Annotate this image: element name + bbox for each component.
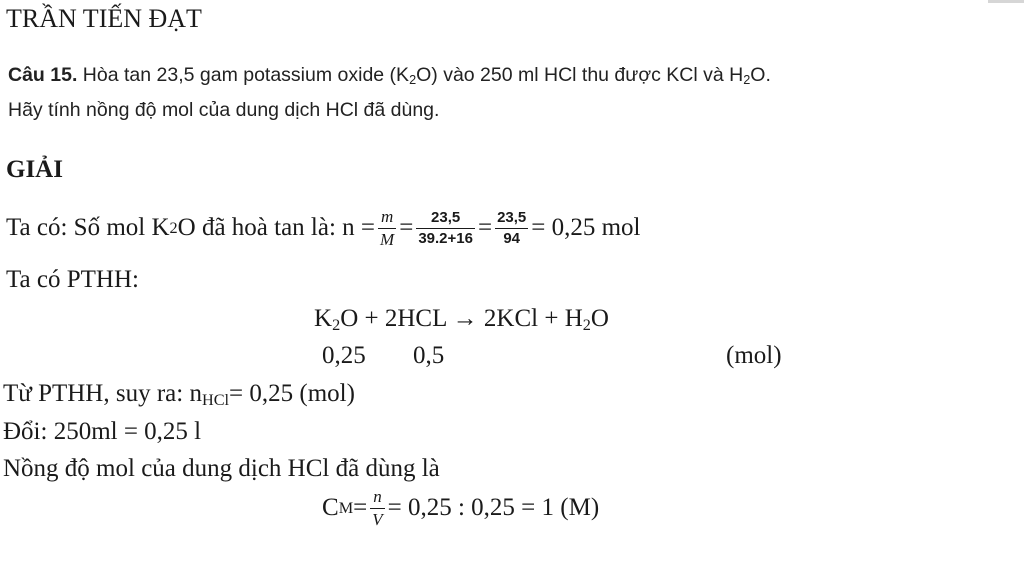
question-line-2: Hãy tính nồng độ mol của dung dịch HCl đã dùng. — [8, 99, 440, 121]
eq-k: K — [314, 305, 333, 332]
fraction-den: 39.2+16 — [418, 229, 473, 247]
step-concentration-intro: Nồng độ mol của dung dịch HCl đã dùng là — [3, 455, 440, 482]
question-text-c: O. — [750, 64, 771, 86]
fraction-num: n — [373, 487, 382, 506]
step3-sub: HCl — [201, 391, 230, 410]
eq-reactants: O + 2HCL — [340, 305, 447, 332]
eq-products-b: O — [590, 305, 609, 332]
fraction-den: 94 — [503, 229, 520, 247]
question-text-b: O) vào 250 ml HCl thu được KCl và H — [416, 64, 744, 86]
fraction-bar — [370, 508, 384, 509]
fraction-num: 23,5 — [497, 209, 527, 227]
mol-unit: (mol) — [726, 342, 782, 369]
question-sub-k2: 2 — [409, 73, 417, 88]
step-equation-intro: Ta có PTHH: — [6, 266, 139, 293]
step1-mid: O đã hoà tan là: n = — [177, 214, 376, 242]
eq-sub-1: 2 — [332, 316, 341, 335]
step3-suffix: = 0,25 (mol) — [229, 380, 355, 407]
fraction-n-over-V — [370, 488, 384, 529]
question-text-a: Hòa tan 23,5 gam potassium oxide (K — [82, 64, 410, 86]
final-result: = 0,25 : 0,25 = 1 (M) — [387, 494, 600, 522]
fraction-bar — [416, 228, 475, 229]
step-hcl-moles — [3, 380, 355, 410]
fraction-num: m — [380, 207, 394, 226]
mol-hcl: 0,5 — [413, 342, 445, 369]
eq-sub-2: 2 — [582, 316, 591, 335]
question-line-1 — [8, 64, 771, 87]
step3-prefix: Từ PTHH, suy ra: n — [3, 380, 202, 407]
step1-sub: 2 — [169, 218, 178, 237]
final-sub: M — [338, 498, 354, 517]
solution-heading: GIẢI — [6, 156, 63, 183]
question-sub-h2: 2 — [743, 73, 751, 88]
fraction-den: V — [372, 509, 383, 529]
step-volume-conversion: Đổi: 250ml = 0,25 l — [3, 418, 202, 445]
step1-eq1: = — [399, 214, 414, 242]
fraction-mass-over-94 — [495, 210, 528, 247]
eq-products-a: 2KCl + H — [483, 305, 583, 332]
fraction-mass-over-molar — [416, 210, 475, 247]
final-concentration — [322, 488, 599, 529]
step1-eq2: = — [477, 214, 493, 242]
reaction-arrow-icon: → — [452, 304, 478, 332]
mol-k2o: 0,25 — [322, 342, 366, 369]
author-name: TRẦN TIẾN ĐẠT — [6, 4, 202, 33]
top-right-edge-decoration — [988, 0, 1024, 3]
fraction-bar — [378, 228, 396, 229]
final-eq: = — [353, 494, 368, 522]
step1-result: = 0,25 mol — [531, 214, 641, 242]
fraction-num: 23,5 — [431, 209, 461, 227]
question-label: Câu 15. — [8, 64, 78, 86]
step1-prefix: Ta có: Số mol K — [6, 214, 170, 242]
chemical-equation — [314, 304, 609, 335]
fraction-den: M — [380, 229, 395, 249]
fraction-m-over-M — [378, 208, 396, 249]
step-moles-k2o — [6, 208, 641, 249]
fraction-bar — [495, 228, 528, 229]
final-c: C — [322, 494, 339, 522]
